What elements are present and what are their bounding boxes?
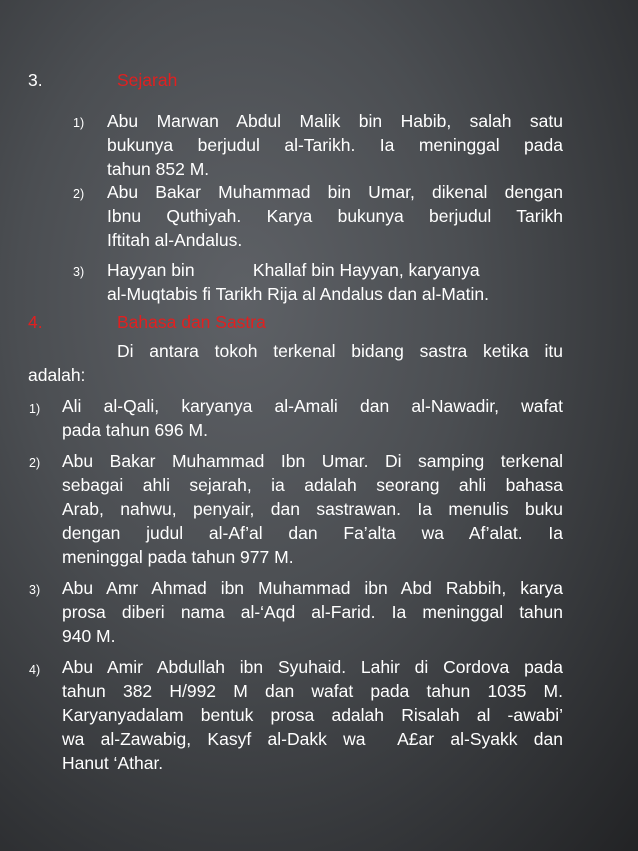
s3-item3-line1: Hayyan bin Khallaf bin Hayyan, karyanya [107,260,480,280]
s4-item3-line3: 940 M. [62,626,116,646]
s3-item1-marker: 1) [73,116,85,130]
s4-intro-line1: Di antara tokoh terkenal bidang sastra ketika itu [117,341,563,361]
s3-item2-marker: 2) [73,187,85,201]
s4-item1-marker: 1) [29,402,41,416]
s4-item2-line5: meninggal pada tahun 977 M. [62,547,294,567]
s3-item3-line2: al-Muqtabis fi Tarikh Rija al Andalus dan al-Matin. [107,284,489,304]
s3-item1-line2: bukunya berjudul al-Tarikh. Ia meninggal pada [107,135,563,155]
s4-intro-line2: adalah: [28,365,86,385]
s4-item1-line1: Ali al-Qali, karyanya al-Amali dan al-Nawadir, wafat [62,396,563,416]
s4-item4-marker: 4) [29,663,41,677]
s4-item2-line4: dengan judul al-Af’al dan Fa’alta wa Af’alat. Ia [62,523,563,543]
s4-item2-line2: sebagai ahli sejarah, ia adalah seorang ahli bahasa [62,475,563,495]
s4-item1-line2: pada tahun 696 M. [62,420,208,440]
s4-item3-marker: 3) [29,583,41,597]
s4-item3-line1: Abu Amr Ahmad ibn Muhammad ibn Abd Rabbih, karya [62,578,563,598]
s3-item2-line3: Iftitah al-Andalus. [107,230,243,250]
s4-item2-line1: Abu Bakar Muhammad Ibn Umar. Di samping terkenal [62,451,563,471]
section-3-title: Sejarah [117,70,178,90]
s3-item3-marker: 3) [73,265,85,279]
s3-item1-line3: tahun 852 M. [107,159,210,179]
s4-item4-line3: Karyanyadalam bentuk prosa adalah Risalah al -awabi’ [62,705,563,725]
s4-item4-line1: Abu Amir Abdullah ibn Syuhaid. Lahir di Cordova pada [62,657,563,677]
s3-item2-line1: Abu Bakar Muhammad bin Umar, dikenal dengan [107,182,563,202]
section-4-number: 4. [28,312,43,332]
s4-item3-line2: prosa diberi nama al-‘Aqd al-Farid. Ia meninggal tahun [62,602,563,622]
section-4-title: Bahasa dan Sastra [117,312,266,332]
section-3-number: 3. [28,70,43,90]
s3-item1-line1: Abu Marwan Abdul Malik bin Habib, salah satu [107,111,563,131]
s4-item4-line5: Hanut ‘Athar. [62,753,164,773]
s4-item2-line3: Arab, nahwu, penyair, dan sastrawan. Ia menulis buku [62,499,563,519]
s4-item2-marker: 2) [29,456,41,470]
s4-item4-line4: wa al-Zawabig, Kasyf al-Dakk wa A£ar al-Syakk dan [62,729,563,749]
s4-item4-line2: tahun 382 H/992 M dan wafat pada tahun 1035 M. [62,681,563,701]
s3-item2-line2: Ibnu Quthiyah. Karya bukunya berjudul Tarikh [107,206,563,226]
